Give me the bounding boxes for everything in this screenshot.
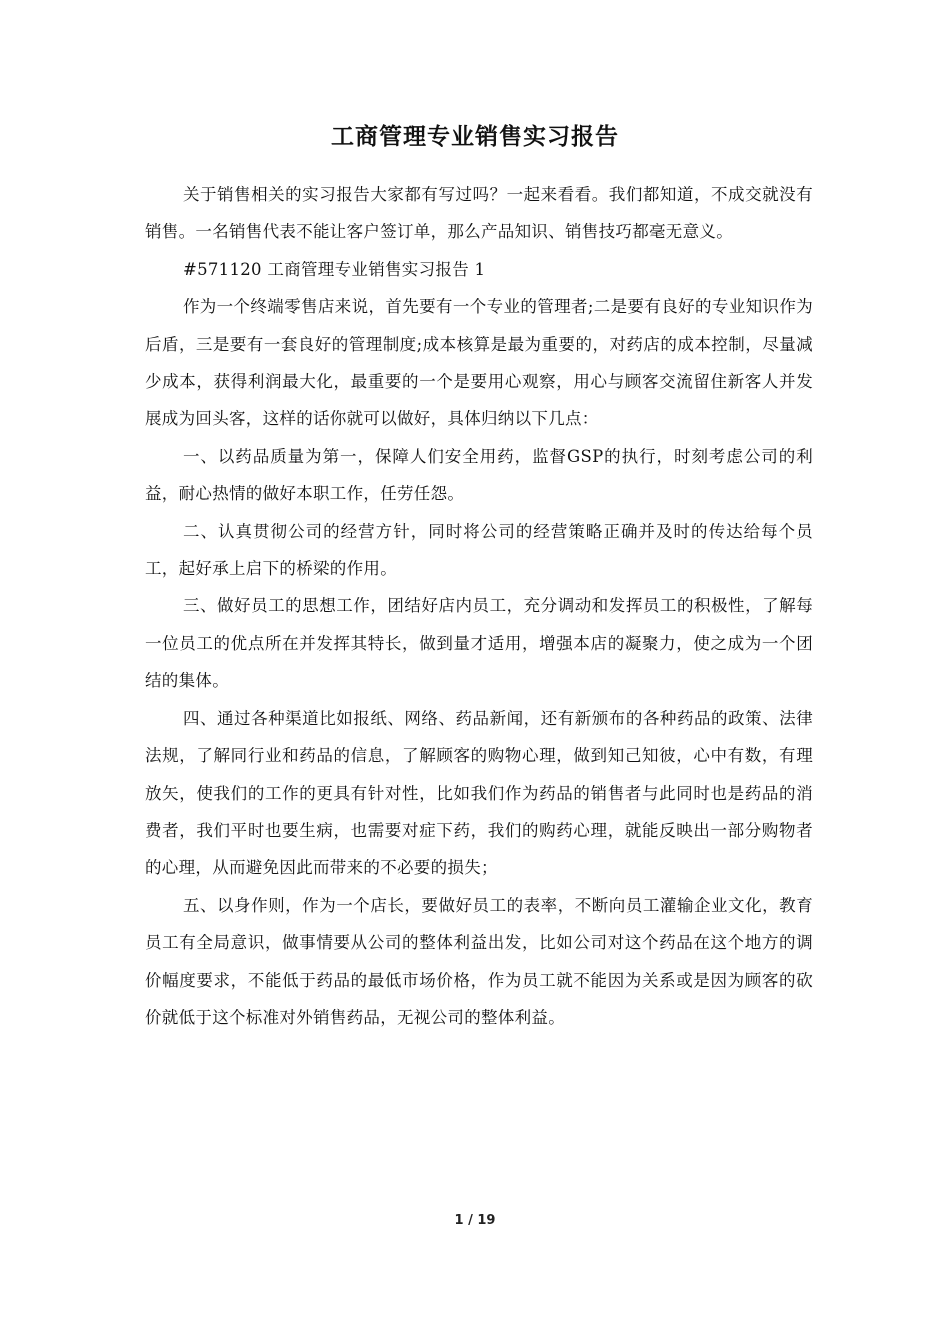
list-item-3: 三、做好员工的思想工作，团结好店内员工，充分调动和发挥员工的积极性，了解每一位员工的优点所在并发挥其特长，做到量才适用，增强本店的凝聚力，使之成为一个团结的集体。 xyxy=(145,596,813,691)
section-heading: #571120 工商管理专业销售实习报告 1 xyxy=(182,259,486,279)
list-item-1: 一、以药品质量为第一，保障人们安全用药，监督GSP的执行，时刻考虑公司的利益，耐心热情的做好本职工作，任劳任怨。 xyxy=(145,446,813,504)
body-paragraph: 作为一个终端零售店来说，首先要有一个专业的管理者;二是要有良好的专业知识作为后盾，三是要有一套良好的管理制度;成本核算是最为重要的，对药店的成本控制，尽量减少成本，获得利润最大化，最重要的一个是要用心观察，用心与顾客交流留住新客人并发展成为回头客，这样的话你就可以做好，具体归纳以下几点： xyxy=(145,297,813,429)
intro-paragraph: 关于销售相关的实习报告大家都有写过吗？一起来看看。我们都知道，不成交就没有销售。一名销售代表不能让客户签订单，那么产品知识、销售技巧都毫无意义。 xyxy=(145,185,813,242)
list-item-4: 四、通过各种渠道比如报纸、网络、药品新闻，还有新颁布的各种药品的政策、法律法规，了解同行业和药品的信息，了解顾客的购物心理，做到知己知彼，心中有数，有理放矢，使我们的工作的更具有针对性，比如我们作为药品的销售者与此同时也是药品的消费者，我们平时也要生病，也需要对症下药，我们的购药心理，就能反映出一部分购物者的心理，从而避免因此而带来的不必要的损失； xyxy=(145,708,813,878)
document-body xyxy=(145,176,813,1036)
list-item-5: 五、以身作则，作为一个店长，要做好员工的表率，不断向员工灌输企业文化，教育员工有全局意识，做事情要从公司的整体利益出发，比如公司对这个药品在这个地方的调价幅度要求，不能低于药品的最低市场价格，作为员工就不能因为关系或是因为顾客的砍价就低于这个标准对外销售药品，无视公司的整体利益。 xyxy=(145,895,813,1027)
document-title: 工商管理专业销售实习报告 xyxy=(331,124,619,150)
page-number: 1 / 19 xyxy=(454,1213,496,1228)
list-item-2: 二、认真贯彻公司的经营方针，同时将公司的经营策略正确并及时的传达给每个员工，起好承上启下的桥梁的作用。 xyxy=(145,521,813,579)
